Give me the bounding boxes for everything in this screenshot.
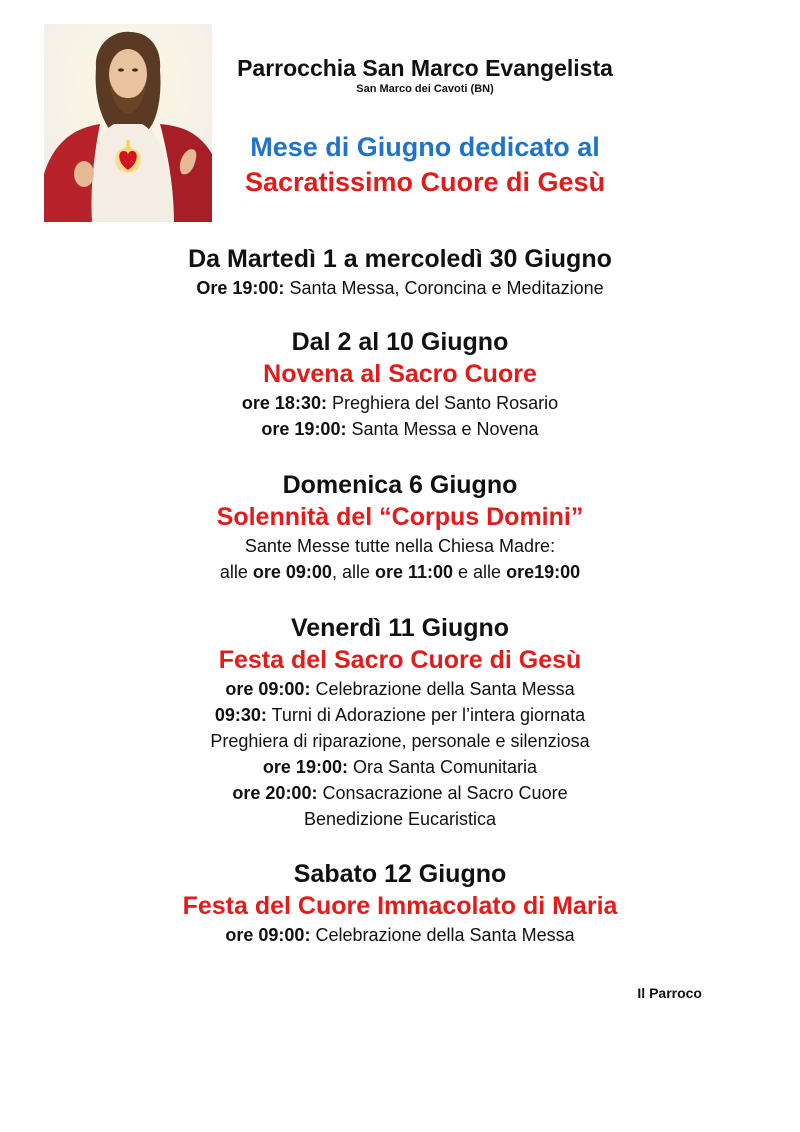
- section-novena: [0, 326, 800, 442]
- sacred-heart-title: Sacratissimo Cuore di Gesù: [244, 167, 606, 197]
- schedule-line: [0, 728, 800, 754]
- schedule-line: [0, 676, 800, 702]
- schedule-text: Celebrazione della Santa Messa: [310, 679, 575, 699]
- schedule-line: [0, 559, 800, 585]
- schedule-line: [0, 922, 800, 948]
- section-title: Da Martedì 1 a mercoledì 30 Giugno: [188, 245, 612, 273]
- schedule-time: ore19:00: [506, 562, 581, 582]
- schedule-text: Celebrazione della Santa Messa: [310, 925, 575, 945]
- schedule-time: 09:30:: [214, 705, 267, 725]
- schedule-text: Santa Messa, Coroncina e Meditazione: [284, 278, 604, 298]
- schedule-text: e alle: [453, 562, 507, 582]
- parish-name: Parrocchia San Marco Evangelista: [237, 55, 613, 81]
- schedule-text: Preghiera di riparazione, personale e silenziosa: [210, 731, 590, 751]
- section-subtitle: Solennità del “Corpus Domini”: [216, 503, 584, 531]
- schedule-text: alle: [219, 562, 253, 582]
- schedule-time: ore 11:00: [374, 562, 454, 582]
- section-title: Venerdì 11 Giugno: [290, 614, 510, 642]
- month-title: Mese di Giugno dedicato al: [250, 132, 600, 162]
- schedule-time: ore 09:00:: [225, 925, 311, 945]
- schedule-text: , alle: [331, 562, 375, 582]
- section-title: Sabato 12 Giugno: [293, 860, 507, 888]
- schedule-time: ore 20:00:: [232, 783, 318, 803]
- schedule-time: ore 09:00:: [225, 679, 311, 699]
- schedule-time: ore 19:00:: [261, 419, 347, 439]
- section-sacred-heart-feast: [0, 612, 800, 832]
- schedule-text: Benedizione Eucaristica: [303, 809, 497, 829]
- schedule-time: ore 18:30:: [241, 393, 327, 413]
- schedule-line: [0, 702, 800, 728]
- section-title: Domenica 6 Giugno: [282, 471, 518, 499]
- section-subtitle: Novena al Sacro Cuore: [263, 360, 537, 388]
- schedule-text: Ora Santa Comunitaria: [347, 757, 538, 777]
- schedule-line: [0, 390, 800, 416]
- schedule-line: [0, 780, 800, 806]
- schedule-line: [0, 754, 800, 780]
- schedule-text: Consacrazione al Sacro Cuore: [317, 783, 568, 803]
- schedule-time: ore 19:00:: [262, 757, 348, 777]
- schedule-text: Turni di Adorazione per l’intera giornata: [266, 705, 586, 725]
- section-subtitle: Festa del Sacro Cuore di Gesù: [218, 646, 582, 674]
- section-title: Dal 2 al 10 Giugno: [291, 328, 509, 356]
- section-daily-mass: [0, 243, 800, 301]
- signature: Il Parroco: [637, 985, 702, 1001]
- section-corpus-domini: [0, 469, 800, 585]
- schedule-line: [0, 806, 800, 832]
- schedule-time: ore 09:00: [252, 562, 332, 582]
- schedule-line: [0, 275, 800, 301]
- section-subtitle: Festa del Cuore Immacolato di Maria: [182, 892, 618, 920]
- schedule-text: Santa Messa e Novena: [346, 419, 539, 439]
- schedule-time: Ore 19:00:: [196, 278, 285, 298]
- schedule-text: Preghiera del Santo Rosario: [326, 393, 559, 413]
- parish-town: San Marco dei Cavoti (BN): [356, 83, 494, 95]
- section-immaculate-heart: [0, 858, 800, 948]
- schedule-line: Sante Messe tutte nella Chiesa Madre:: [244, 536, 556, 556]
- schedule-line: [0, 416, 800, 442]
